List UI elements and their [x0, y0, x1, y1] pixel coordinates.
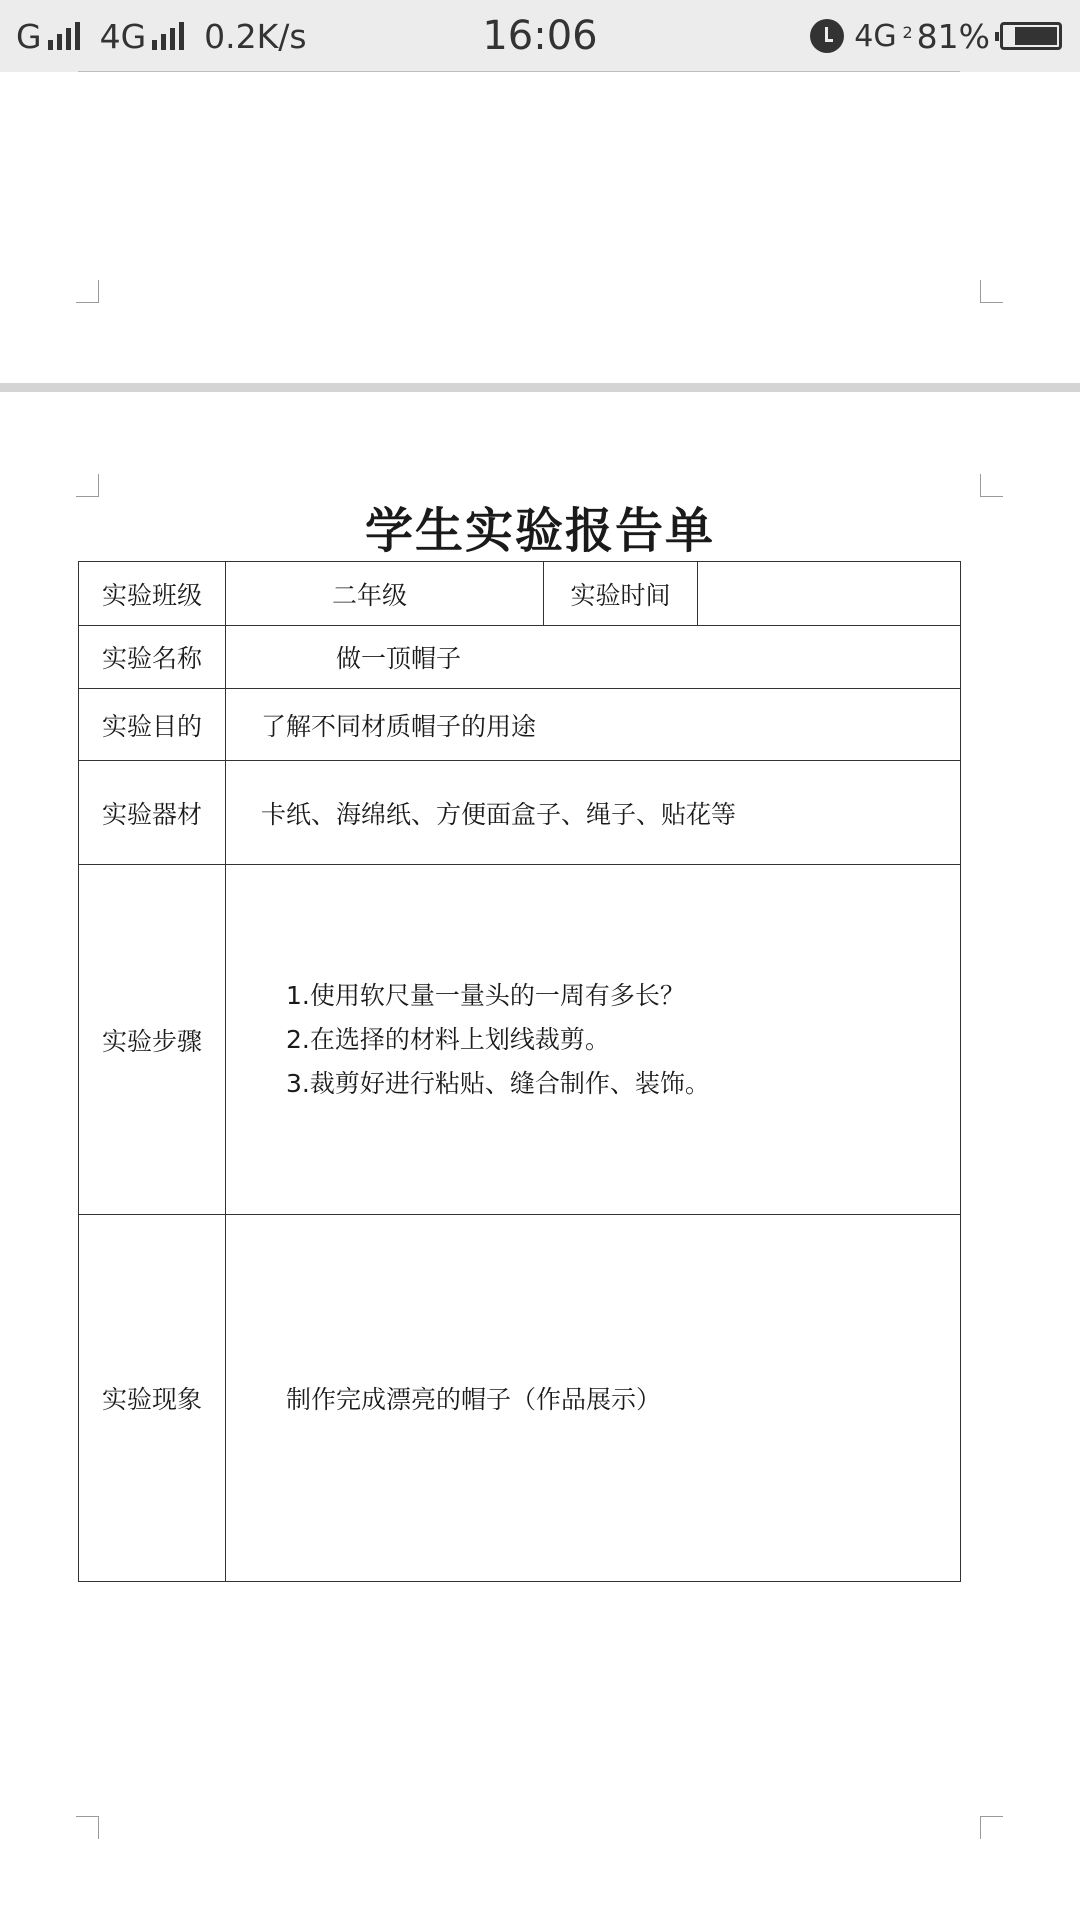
steps-label: 实验步骤 — [79, 865, 226, 1215]
crop-mark — [76, 1816, 99, 1839]
class-label: 实验班级 — [79, 562, 226, 626]
materials-label: 实验器材 — [79, 761, 226, 865]
battery-percent: 81% — [916, 16, 990, 56]
materials-value: 卡纸、海绵纸、方便面盒子、绳子、贴花等 — [226, 761, 961, 865]
crop-mark — [980, 1816, 1003, 1839]
class-value: 二年级 — [226, 562, 544, 626]
network-sim-index: 2 — [902, 22, 913, 42]
time-value — [698, 562, 961, 626]
document-title: 学生实验报告单 — [364, 503, 715, 559]
table-row — [79, 689, 961, 761]
crop-mark — [76, 280, 99, 303]
table-row — [79, 761, 961, 865]
steps-list — [226, 865, 961, 1215]
network-type: 4G — [854, 18, 897, 54]
carrier-1-label: G — [16, 16, 42, 56]
name-value: 做一顶帽子 — [226, 626, 961, 689]
battery-fill — [1015, 27, 1057, 45]
phenomenon-value: 制作完成漂亮的帽子（作品展示） — [226, 1215, 961, 1582]
status-bar — [0, 0, 1080, 72]
table-row — [79, 865, 961, 1215]
report-table — [78, 561, 961, 1582]
network-type-icon — [854, 18, 913, 54]
name-label: 实验名称 — [79, 626, 226, 689]
status-right — [810, 14, 1062, 58]
page-separator — [0, 383, 1080, 392]
time-label: 实验时间 — [544, 562, 698, 626]
network-speed: 0.2K/s — [204, 16, 307, 56]
table-row — [79, 562, 961, 626]
step-item: 1.使用软尺量一量头的一周有多长？ — [286, 980, 685, 1010]
clock: 16:06 — [482, 13, 598, 59]
purpose-value: 了解不同材质帽子的用途 — [226, 689, 961, 761]
alarm-clock-icon — [810, 19, 844, 53]
table-row — [79, 1215, 961, 1582]
crop-mark — [980, 280, 1003, 303]
step-item: 3.裁剪好进行粘贴、缝合制作、装饰。 — [286, 1068, 710, 1098]
phenomenon-label: 实验现象 — [79, 1215, 226, 1582]
page-top-rule — [78, 71, 960, 72]
carrier-2-label: 4G — [99, 16, 147, 56]
step-item: 2.在选择的材料上划线裁剪。 — [286, 1024, 610, 1054]
purpose-label: 实验目的 — [79, 689, 226, 761]
battery-icon — [1000, 22, 1062, 50]
table-row — [79, 626, 961, 689]
